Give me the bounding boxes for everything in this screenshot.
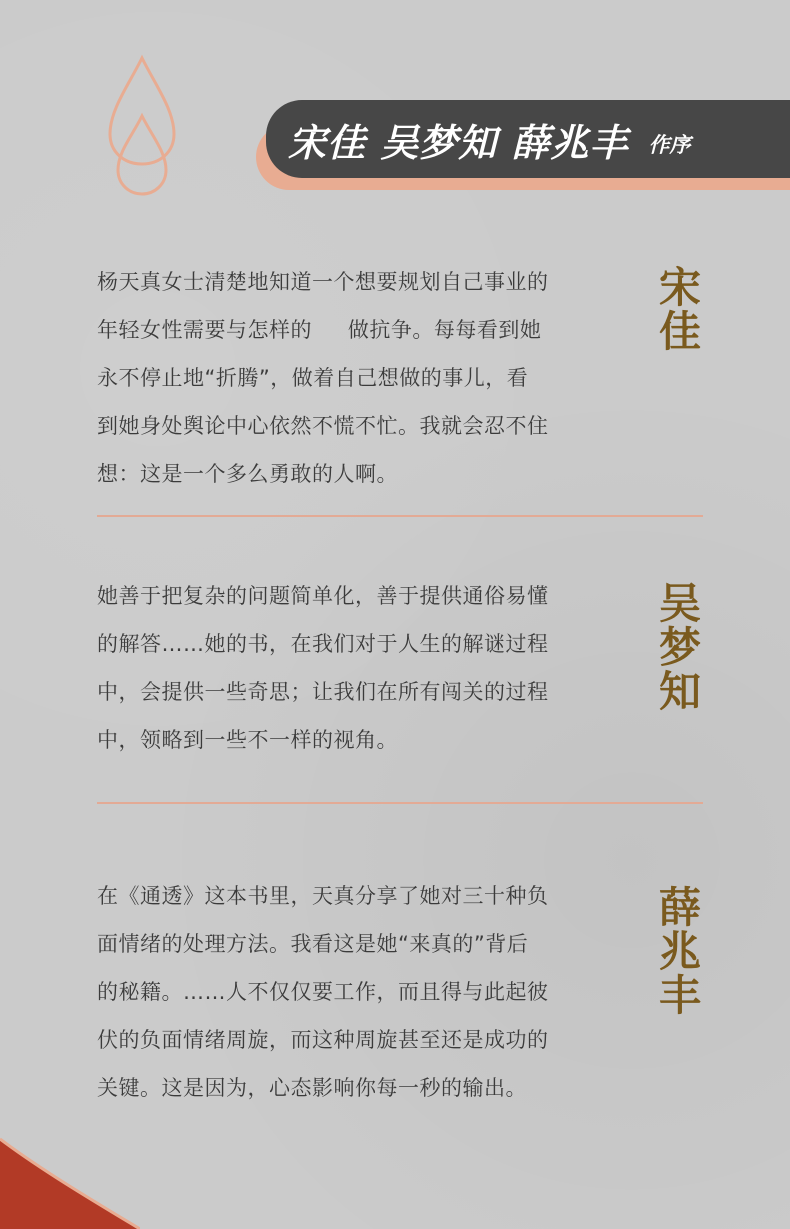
section-divider-1 [97,515,703,517]
section-divider-2 [97,802,703,804]
quote-author-2: 吴 梦 知 [658,579,701,716]
quote-text-1: 杨天真女士清楚地知道一个想要规划自己事业的 年轻女性需要与怎样的 做抗争。每每看到她 永不停止地“折腾”，做着自己想做的事儿，看 到她身处舆论中心依然不慌不忙。我就会忍不住 想：这是一个多么勇敢的人啊。 [97,270,549,486]
banner-names: 宋佳 吴梦知 薛兆丰 [288,120,629,165]
banner-suffix: 作序 [648,133,691,157]
quote-author-1: 宋 佳 [658,263,701,356]
quote-text-2: 她善于把复杂的问题简单化，善于提供通俗易懂 的解答……她的书，在我们对于人生的解谜过程 中，会提供一些奇思；让我们在所有闯关的过程 中，领略到一些不一样的视角。 [97,584,549,752]
drop-logo-icon [104,52,180,202]
header-banner [266,100,790,178]
corner-decoration [0,1079,140,1229]
quote-author-3: 薛 兆 丰 [658,883,701,1020]
quote-text-3: 在《通透》这本书里，天真分享了她对三十种负 面情绪的处理方法。我看这是她“来真的”背后 的秘籍。……人不仅仅要工作，而且得与此起彼 伏的负面情绪周旋，而这种周旋甚至还是成功的 关键。这是因为，心态影响你每一秒的输出。 [97,884,549,1100]
